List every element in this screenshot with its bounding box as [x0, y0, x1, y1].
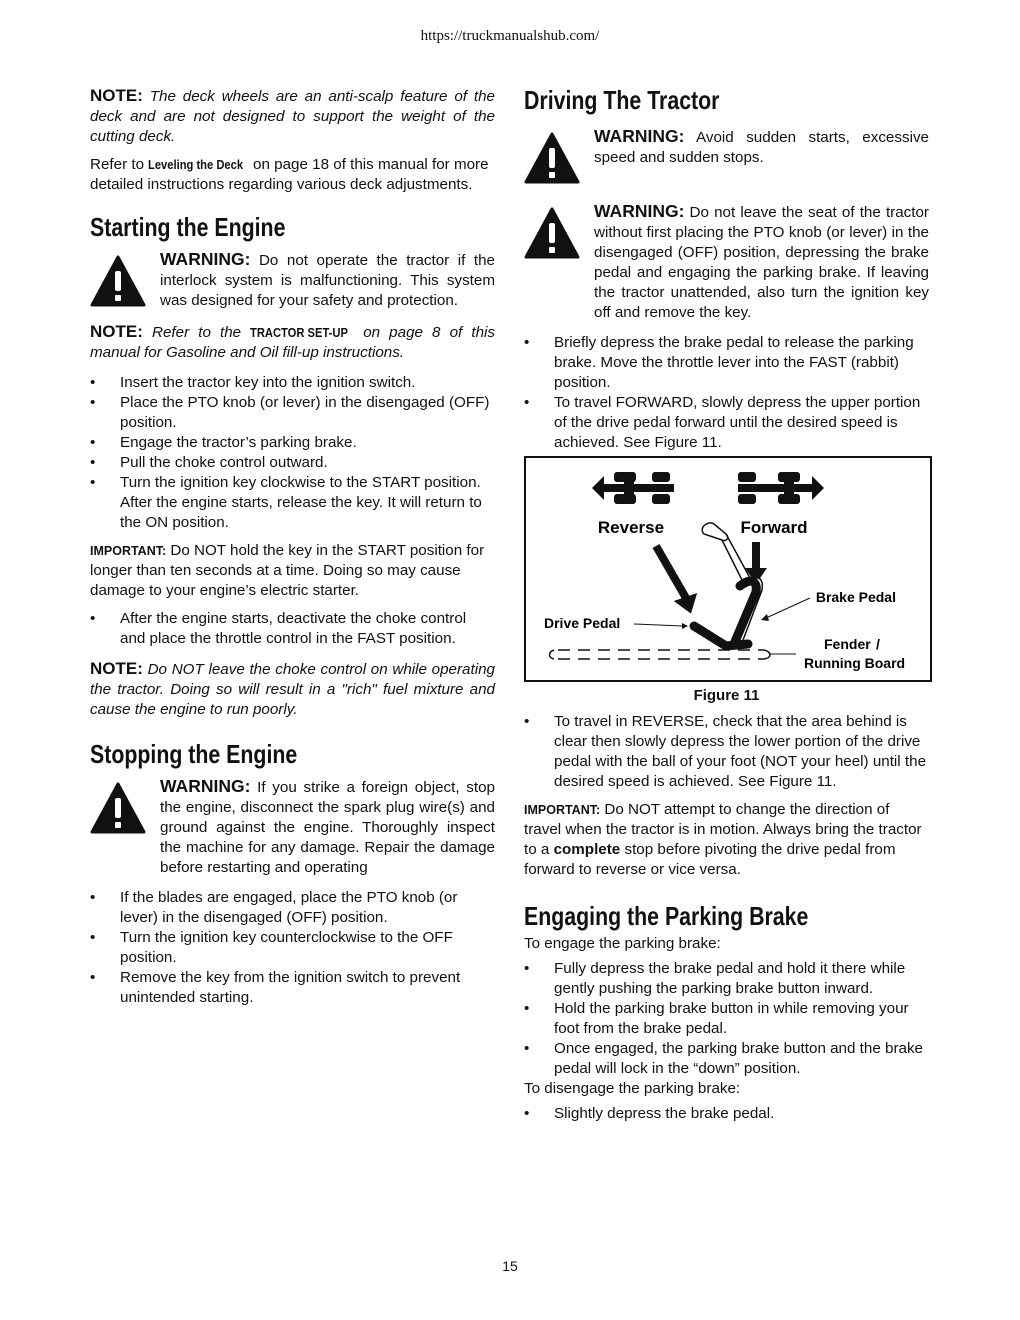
refer-pre: Refer to [90, 156, 149, 173]
label-drive-pedal: Drive Pedal [544, 615, 621, 631]
page-number: 15 [502, 1258, 518, 1274]
warning-text [594, 201, 929, 323]
heading-driving-tractor: Driving The Tractor [524, 85, 720, 115]
reverse-tractor-icon [592, 472, 674, 504]
list-item: • Hold the parking brake button in while removing your foot from the brake pedal. [524, 999, 929, 1039]
right-column [524, 84, 929, 1124]
warning-label: WARNING: [594, 201, 685, 221]
warning-label: WARNING: [160, 249, 251, 269]
list-item: • To travel FORWARD, slowly depress the upper portion of the drive pedal forward until the desired speed is achieved. See Figure 11. [524, 393, 929, 453]
note-label: NOTE: [90, 659, 143, 678]
important-direction [524, 800, 929, 880]
leader-brake-pedal [766, 598, 810, 618]
driving-steps [524, 333, 929, 453]
list-item: • Insert the tractor key into the ignition switch. [90, 373, 495, 393]
list-item: • Pull the choke control outward. [90, 453, 495, 473]
list-item: • Turn the ignition key clockwise to the START position. After the engine starts, release the key. It will return to the ON position. [90, 473, 495, 533]
stopping-steps [90, 888, 495, 1008]
heading-parking-brake: Engaging the Parking Brake [524, 901, 809, 931]
leader-drive-pedal-arrow [682, 623, 688, 629]
left-column [90, 84, 495, 1008]
warning-body: Do not leave the seat of the tractor without first placing the PTO knob (or lever) in the disengaged (OFF) position, depressing the brake pedal and engaging the parking brake. If leaving the tractor unattended, also turn the ignition key off and remove the key. [594, 204, 929, 321]
leader-drive-pedal [634, 624, 682, 626]
note-text: The deck wheels are an anti-scalp feature of the deck and are not designed to support the weight of the cutting deck. [90, 88, 495, 145]
warning-body: Do not operate the tractor if the interlock system is malfunctioning. This system was designed for your safety and protection. [160, 252, 495, 309]
list-item: • Place the PTO knob (or lever) in the disengaged (OFF) position. [90, 393, 495, 433]
important-post: stop before pivoting the drive pedal from forward to reverse or vice versa. [524, 841, 896, 878]
starting-steps-2 [90, 609, 495, 649]
list-item: • If the blades are engaged, place the PTO knob (or lever) in the disengaged (OFF) position. [90, 888, 495, 928]
warning-label: WARNING: [160, 776, 251, 796]
refer-link: Leveling the Deck [148, 157, 244, 172]
important-bold: complete [553, 841, 621, 858]
warning-label: WARNING: [594, 126, 685, 146]
warning-icon [90, 776, 160, 839]
note-label: NOTE: [90, 86, 143, 105]
list-item: • To travel in REVERSE, check that the area behind is clear then slowly depress the lower portion of the drive pedal with the ball of your foot (NOT your heel) until the desired speed is achieved. See Figure 11. [524, 712, 929, 792]
list-item: • Slightly depress the brake pedal. [524, 1104, 929, 1124]
warning-text [160, 249, 495, 311]
figure-11-pedal-diagram [524, 456, 932, 682]
leader-brake-pedal-arrow [761, 614, 769, 621]
warning-body: Avoid sudden starts, excessive speed and sudden stops. [594, 129, 929, 166]
list-item: • Remove the key from the ignition switch to prevent unintended starting. [90, 968, 495, 1008]
warning-text [160, 776, 495, 878]
refer-leveling [90, 155, 495, 195]
note-pre: Refer to the [152, 324, 251, 341]
note-text: Do NOT leave the choke control on while operating the tractor. Doing so will result in a "rich" fuel mixture and cause the engine to run poorly. [90, 661, 495, 718]
figure-caption: Figure 11 [693, 687, 760, 704]
list-item: • After the engine starts, deactivate the choke control and place the throttle control in the FAST position. [90, 609, 495, 649]
label-fender: Fender [824, 636, 871, 652]
parking-intro: To engage the parking brake: [524, 935, 721, 952]
important-label: IMPORTANT: [524, 803, 601, 817]
list-item: • Fully depress the brake pedal and hold it there while gently pushing the parking brake button inward. [524, 959, 929, 999]
list-item: • Once engaged, the parking brake button and the brake pedal will lock in the “down” position. [524, 1039, 929, 1079]
starting-steps [90, 373, 495, 533]
list-item: • Engage the tractor’s parking brake. [90, 433, 495, 453]
label-running-board: Running Board [804, 655, 906, 671]
heading-starting-engine: Starting the Engine [90, 212, 286, 242]
important-label: IMPORTANT: [90, 544, 167, 558]
note-link: TRACTOR SET-UP [250, 325, 349, 340]
list-item: • Turn the ignition key counterclockwise to the OFF position. [90, 928, 495, 968]
note-tractor-setup [90, 322, 495, 363]
label-reverse: Reverse [597, 518, 665, 537]
parking-intro-2: To disengage the parking brake: [524, 1080, 741, 1097]
warning-sudden-starts [524, 126, 929, 189]
list-item: • Briefly depress the brake pedal to release the parking brake. Move the throttle lever into the FAST (rabbit) position. [524, 333, 929, 393]
pedal-outline [694, 523, 762, 648]
note-label: NOTE: [90, 322, 143, 341]
note-deck-wheels [90, 86, 495, 147]
parking-engage-steps [524, 959, 929, 1079]
fender-dashed-line [550, 650, 771, 659]
parking-disengage-steps [524, 1104, 929, 1124]
note-post: on page 8 of this manual for Gasoline and Oil fill-up instructions. [90, 324, 495, 361]
heading-stopping-engine: Stopping the Engine [90, 739, 298, 769]
source-url[interactable]: https://truckmanualshub.com/ [420, 28, 600, 44]
label-brake-pedal: Brake Pedal [815, 589, 896, 605]
important-pre: Do NOT attempt to change the direction of travel when the tractor is in motion. Always bring the tractor to a [524, 801, 922, 858]
label-forward: Forward [740, 518, 808, 537]
pedal-diagram-svg [526, 458, 930, 680]
warning-text [594, 126, 929, 168]
refer-post: on page 18 of this manual for more detailed instructions regarding various deck adjustments. [90, 156, 489, 193]
warning-icon [524, 201, 594, 264]
important-text: Do NOT hold the key in the START position for longer than ten seconds at a time. Doing so may cause damage to your engine’s electric starter. [90, 542, 485, 599]
forward-tractor-icon [738, 472, 824, 504]
warning-icon [524, 126, 594, 189]
reverse-arrow-icon [656, 546, 699, 615]
important-key [90, 541, 495, 601]
warning-stopping [90, 776, 495, 878]
warning-starting [90, 249, 495, 312]
label-fender-slash: / [876, 636, 880, 652]
warning-leave-seat [524, 201, 929, 323]
note-choke [90, 659, 495, 720]
warning-body: If you strike a foreign object, stop the engine, disconnect the spark plug wire(s) and ground against the engine. Thoroughly inspect the machine for any damage. Repair the damage before restarting and operating [160, 779, 495, 876]
warning-icon [90, 249, 160, 312]
driving-steps-2 [524, 712, 929, 792]
